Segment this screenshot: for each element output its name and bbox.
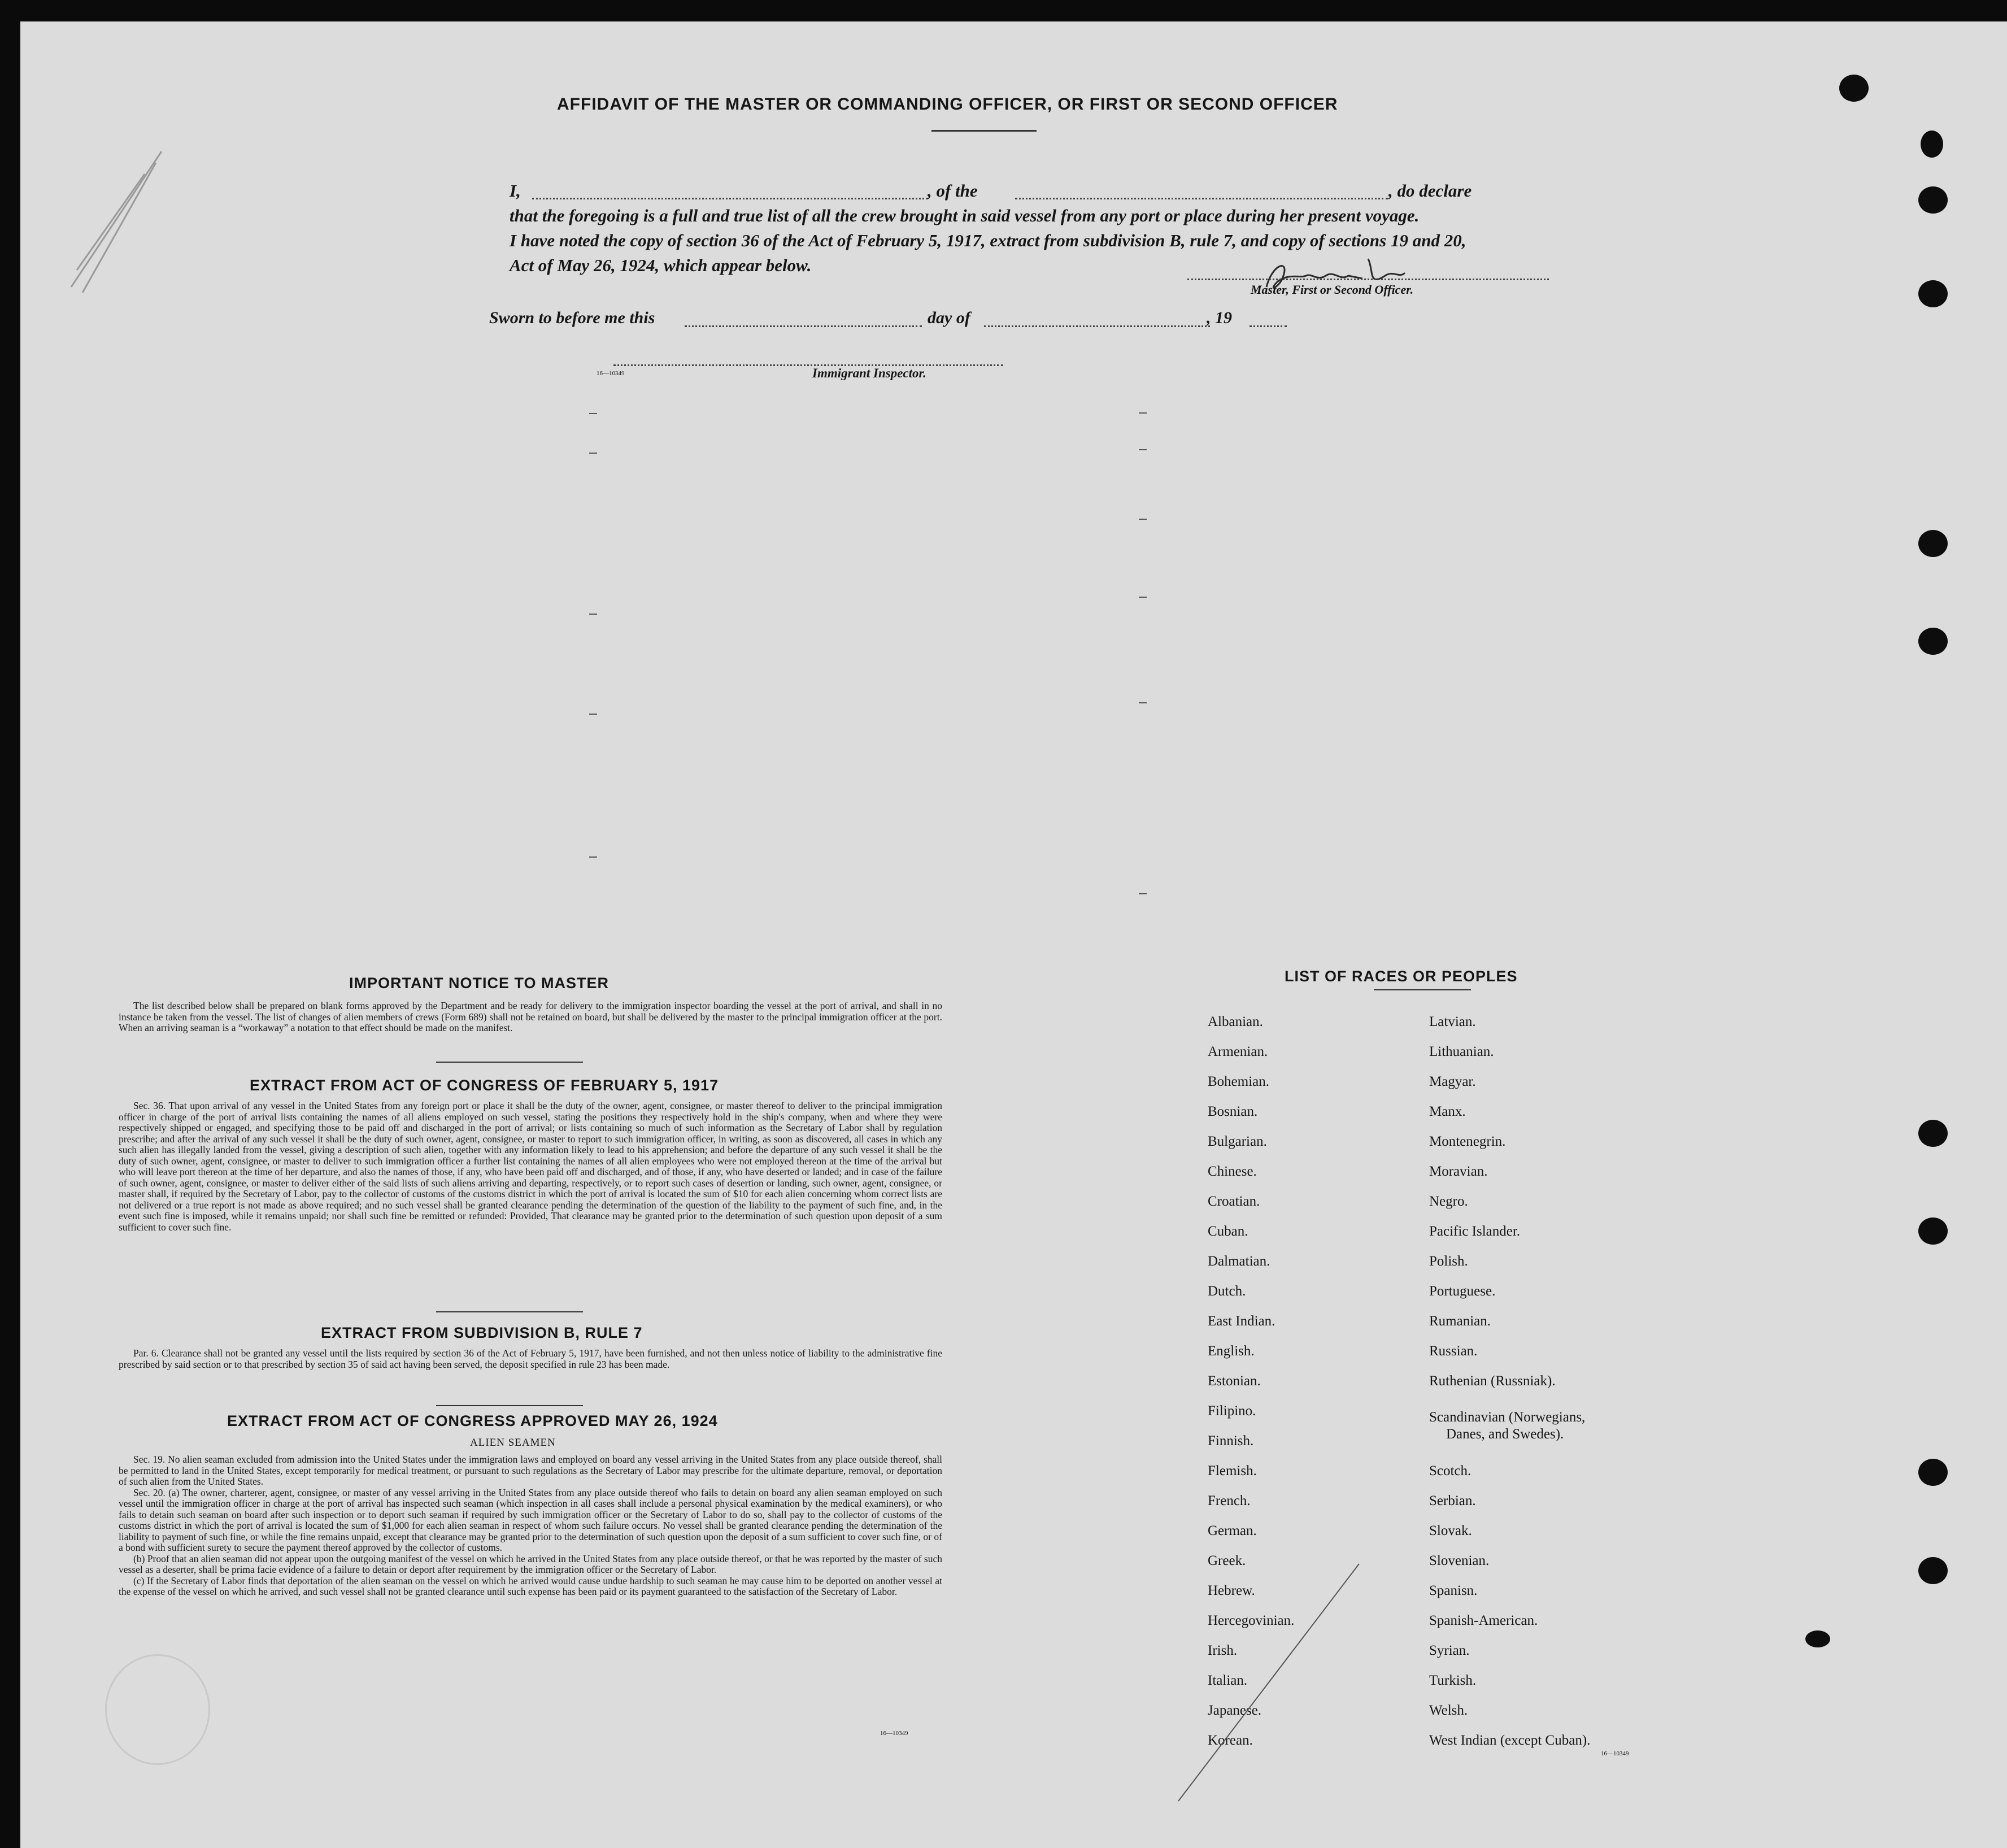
race-item: Cuban. — [1208, 1224, 1248, 1239]
race-item: Bosnian. — [1208, 1104, 1258, 1119]
bleed-mark — [1139, 412, 1147, 414]
extract-1924-form-number: 16—10349 — [880, 1730, 908, 1737]
race-item: Filipino. — [1208, 1403, 1256, 1419]
binder-hole — [1839, 75, 1869, 102]
race-item: Magyar. — [1429, 1074, 1476, 1089]
signature-caption: Master, First or Second Officer. — [1251, 282, 1414, 297]
declaration-i: I, — [510, 181, 521, 201]
extract-1924-sec20a: Sec. 20. (a) The owner, charterer, agent, consignee, or master of any vessel arriving in the United States from any place outside thereof who fails to detain on board any alien seaman employed on such vessel until the immigration officer in charge at the port of arrival has inspected such seaman (which inspection in all cases shall include a personal physical examination by the medical examiners), or who fails to detain such seaman on board after such inspection or to deport such seaman if required by such immigration officer or the Secretary of Labor to do so, shall pay to the collector of customs of the customs district in which the port of arrival is located the sum of $1,000 for each alien seaman in respect of whom such failure occurs. No vessel shall be granted clearance pending the determination of the liability to payment of such fine, or while the fine remains unpaid, except that clearance may be granted prior to the determination of such question upon the deposit of a sum sufficient to cover such fine, or of a bond with sufficient surety to secure the payment thereof approved by the collector of customs. — [119, 1486, 942, 1553]
race-item: Scandinavian (Norwegians, — [1429, 1410, 1586, 1425]
name-blank — [532, 198, 928, 199]
race-item: Hercegovinian. — [1208, 1613, 1295, 1628]
race-item: Rumanian. — [1429, 1314, 1491, 1329]
race-item: Moravian. — [1429, 1164, 1488, 1179]
bleed-mark — [589, 614, 597, 615]
race-item: Greek. — [1208, 1553, 1246, 1568]
sworn-day-of: day of — [928, 308, 970, 327]
race-item: Hebrew. — [1208, 1583, 1255, 1598]
extract-1924-subtitle: ALIEN SEAMEN — [470, 1437, 556, 1449]
sworn-year-blank — [1250, 325, 1287, 327]
sworn-year: , 19 — [1207, 308, 1232, 327]
extract-1924-sec20b: (b) Proof that an alien seaman did not appear upon the outgoing manifest of the vessel on which he arrived in the United States from any place outside thereof, or that he was reported by the master of such vessel as a deserter, shall be prima facie evidence of a failure to detain or deport after requirement by the immigration officer or the Secretary of Labor. — [119, 1553, 942, 1575]
sworn-prefix: Sworn to before me this — [489, 308, 655, 327]
race-item: East Indian. — [1208, 1314, 1275, 1329]
race-item: Ruthenian (Russniak). — [1429, 1373, 1556, 1389]
bleed-mark — [1139, 449, 1147, 450]
race-item: Italian. — [1208, 1673, 1248, 1688]
extract-1924-sec19: Sec. 19. No alien seaman excluded from admission into the United States under the immigration laws and employed on board any vessel arriving in the United States from any place outside thereof, shall be permitted to land in the United States, except temporarily for medical treatment, or pursuant to such regulations as the Secretary of Labor may prescribe for the ultimate departure, removal, or deportation of such alien from the United States. — [119, 1454, 942, 1487]
race-item: Negro. — [1429, 1194, 1468, 1209]
binder-hole — [1918, 280, 1948, 307]
binder-hole — [1921, 131, 1943, 158]
race-item: Albanian. — [1208, 1014, 1263, 1029]
inspector-caption: Immigrant Inspector. — [812, 366, 926, 380]
extract-rule7-title: EXTRACT FROM SUBDIVISION B, RULE 7 — [321, 1324, 643, 1341]
faint-stamp — [105, 1654, 210, 1765]
divider — [436, 1062, 583, 1063]
race-item: Latvian. — [1429, 1014, 1476, 1029]
race-item: Bohemian. — [1208, 1074, 1270, 1089]
inspector-form-number: 16—10349 — [597, 370, 625, 377]
notice-paragraph: The list described below shall be prepared on blank forms approved by the Department and be ready for delivery to the immigration inspector boarding the vessel at the port of arrival, and shall in no instance be taken from the vessel. The list of changes of alien members of crews (Form 689) shall not be retained on board, but shall be delivered by the master to the principal immigration officer at the port. When an arriving seaman is a “workaway” a notation to that effect should be made on the manifest. — [119, 1000, 942, 1033]
race-item: Portuguese. — [1429, 1284, 1496, 1299]
notice-text — [119, 1001, 942, 1034]
extract-1917-paragraph: Sec. 36. That upon arrival of any vessel in the United States from any foreign port or place it shall be the duty of the owner, agent, consignee, or master thereof to deliver to the principal immigration officer in charge of the port of arrival lists containing the names of all aliens employed on such vessel, stating the positions they respectively hold in the ship's company, when and where they were respectively shipped or engaged, and specifying those to be paid off and discharged in the port of arrival; or lists containing so much of such information as the Secretary of Labor shall by regulation prescribe; and after the arrival of any such vessel it shall be the duty of such owner, agent, consignee, or master to report to such immigration officer, in writing, as soon as discovered, all cases in which any such alien has illegally landed from the vessel, giving a description of such alien, together with any information likely to lead to his apprehension; and before the departure of any such vessel it shall be the duty of such owner, agent, consignee, or master to deliver to such immigration officer a further list containing the names of all alien employees who were not employed thereon at the time of the arrival but who will leave port thereon at the time of her departure, and also the names of those, if any, who have been paid off and discharged, and of those, if any, who have deserted or landed; and in case of the failure of such owner, agent, consignee, or master to deliver either of the said lists of such aliens arriving and departing, respectively, or to report such cases of desertion or landing, such owner, agent, consignee, or master shall, if required by the Secretary of Labor, pay to the collector of customs of the customs district in which the port of arrival is located the sum of $10 for each alien concerning whom correct lists are not delivered or a true report is not made as above required; and no such vessel shall be granted clearance pending the determination of the question of the liability to the payment of such fine, and, in the event such fine is imposed, while it remains unpaid; nor shall such fine be remitted or refunded: Provided, That clearance may be granted prior to the determination of such question upon deposit of a sum sufficient to cover such fine. — [119, 1100, 942, 1233]
bleed-mark — [1139, 702, 1147, 703]
extract-1917-title: EXTRACT FROM ACT OF CONGRESS OF FEBRUARY 5, 1917 — [250, 1077, 719, 1094]
sworn-day-blank — [685, 325, 922, 327]
bleed-mark — [589, 453, 597, 454]
race-item: Scotch. — [1429, 1463, 1471, 1479]
signature-line — [1187, 279, 1549, 280]
binder-hole — [1918, 1217, 1948, 1245]
race-item: Dutch. — [1208, 1284, 1246, 1299]
title-underline — [931, 130, 1037, 132]
race-item: Flemish. — [1208, 1463, 1257, 1479]
race-item: Croatian. — [1208, 1194, 1260, 1209]
bleed-mark — [589, 856, 597, 858]
race-item: Armenian. — [1208, 1044, 1268, 1059]
race-item: Montenegrin. — [1429, 1134, 1506, 1149]
divider — [436, 1311, 583, 1312]
margin-mark — [60, 140, 173, 310]
race-item: Chinese. — [1208, 1164, 1257, 1179]
binder-hole — [1918, 1557, 1948, 1584]
binder-hole — [1918, 628, 1948, 655]
race-item: French. — [1208, 1493, 1251, 1508]
race-item: Russian. — [1429, 1343, 1478, 1359]
extract-1924-title: EXTRACT FROM ACT OF CONGRESS APPROVED MAY 26, 1924 — [227, 1412, 718, 1429]
race-item: Spanish-American. — [1429, 1613, 1538, 1628]
notice-title: IMPORTANT NOTICE TO MASTER — [349, 975, 609, 992]
bleed-mark — [1139, 893, 1147, 894]
race-item: German. — [1208, 1523, 1257, 1538]
race-item: Welsh. — [1429, 1703, 1468, 1718]
race-item: Manx. — [1429, 1104, 1466, 1119]
extract-rule7-text — [119, 1348, 942, 1370]
race-item: Finnish. — [1208, 1433, 1254, 1449]
binder-hole — [1918, 186, 1948, 214]
binder-hole — [1805, 1630, 1830, 1647]
extract-1917-text — [119, 1101, 942, 1233]
declaration-do-declare: , do declare — [1388, 181, 1472, 201]
extract-rule7-paragraph: Par. 6. Clearance shall not be granted any vessel until the lists required by section 36 of the Act of February 5, 1917, have been furnished, and not then unless notice of liability to the administrative fine prescribed by said section or to that prescribed by section 35 of said act having been served, the deposit specified in rule 23 has been made. — [119, 1347, 942, 1370]
race-item: Bulgarian. — [1208, 1134, 1267, 1149]
race-item: Turkish. — [1429, 1673, 1477, 1688]
races-title: LIST OF RACES OR PEOPLES — [1285, 968, 1518, 985]
bleed-mark — [589, 714, 597, 715]
race-item: Irish. — [1208, 1643, 1238, 1658]
race-item: Slovak. — [1429, 1523, 1472, 1538]
race-item: Polish. — [1429, 1254, 1468, 1269]
race-item: English. — [1208, 1343, 1255, 1359]
races-title-underline — [1374, 989, 1471, 990]
race-item: Spanisn. — [1429, 1583, 1478, 1598]
divider — [436, 1405, 583, 1406]
bleed-mark — [1139, 597, 1147, 598]
affidavit-title: AFFIDAVIT OF THE MASTER OR COMMANDING OFFICER, OR FIRST OR SECOND OFFICER — [557, 95, 1338, 114]
inspector-line — [613, 364, 1003, 366]
binder-hole — [1918, 530, 1948, 557]
stray-pen-line — [1173, 1558, 1365, 1807]
race-item: Serbian. — [1429, 1493, 1476, 1508]
declaration-line-4: Act of May 26, 1924, which appear below. — [510, 255, 812, 275]
race-item: Syrian. — [1429, 1643, 1470, 1658]
declaration-line-3: I have noted the copy of section 36 of the Act of February 5, 1917, extract from subdivision B, rule 7, and copy of sections 19 and 20, — [510, 231, 1466, 250]
races-form-number: 16—10349 — [1601, 1750, 1629, 1757]
race-item: Lithuanian. — [1429, 1044, 1494, 1059]
race-item: West Indian (except Cuban). — [1429, 1733, 1591, 1748]
binder-hole — [1918, 1120, 1948, 1147]
race-item: Estonian. — [1208, 1373, 1261, 1389]
binder-hole — [1918, 1459, 1948, 1486]
sworn-month-blank — [984, 325, 1210, 327]
document-page — [20, 21, 2007, 1848]
race-item: Japanese. — [1208, 1703, 1262, 1718]
declaration-of-the: , of the — [928, 181, 978, 201]
bleed-mark — [1139, 519, 1147, 520]
race-item: Dalmatian. — [1208, 1254, 1270, 1269]
extract-1924-text — [119, 1454, 942, 1598]
race-item: Pacific Islander. — [1429, 1224, 1521, 1239]
race-item: Korean. — [1208, 1733, 1253, 1748]
race-item: Danes, and Swedes). — [1446, 1427, 1564, 1442]
race-item: Slovenian. — [1429, 1553, 1490, 1568]
bleed-mark — [589, 413, 597, 414]
extract-1924-sec20c: (c) If the Secretary of Labor finds that deportation of the alien seaman on the vessel on which he arrived would cause undue hardship to such seaman he may cause him to be deported on another vessel at the expense of the vessel on which he arrived, and such vessel shall not be granted clearance until such expense has been paid or its payment guaranteed to the satisfaction of the Secretary of Labor. — [119, 1575, 942, 1597]
vessel-blank — [1015, 198, 1388, 199]
declaration-line-2: that the foregoing is a full and true list of all the crew brought in said vessel from any port or place during her present voyage. — [510, 206, 1420, 225]
